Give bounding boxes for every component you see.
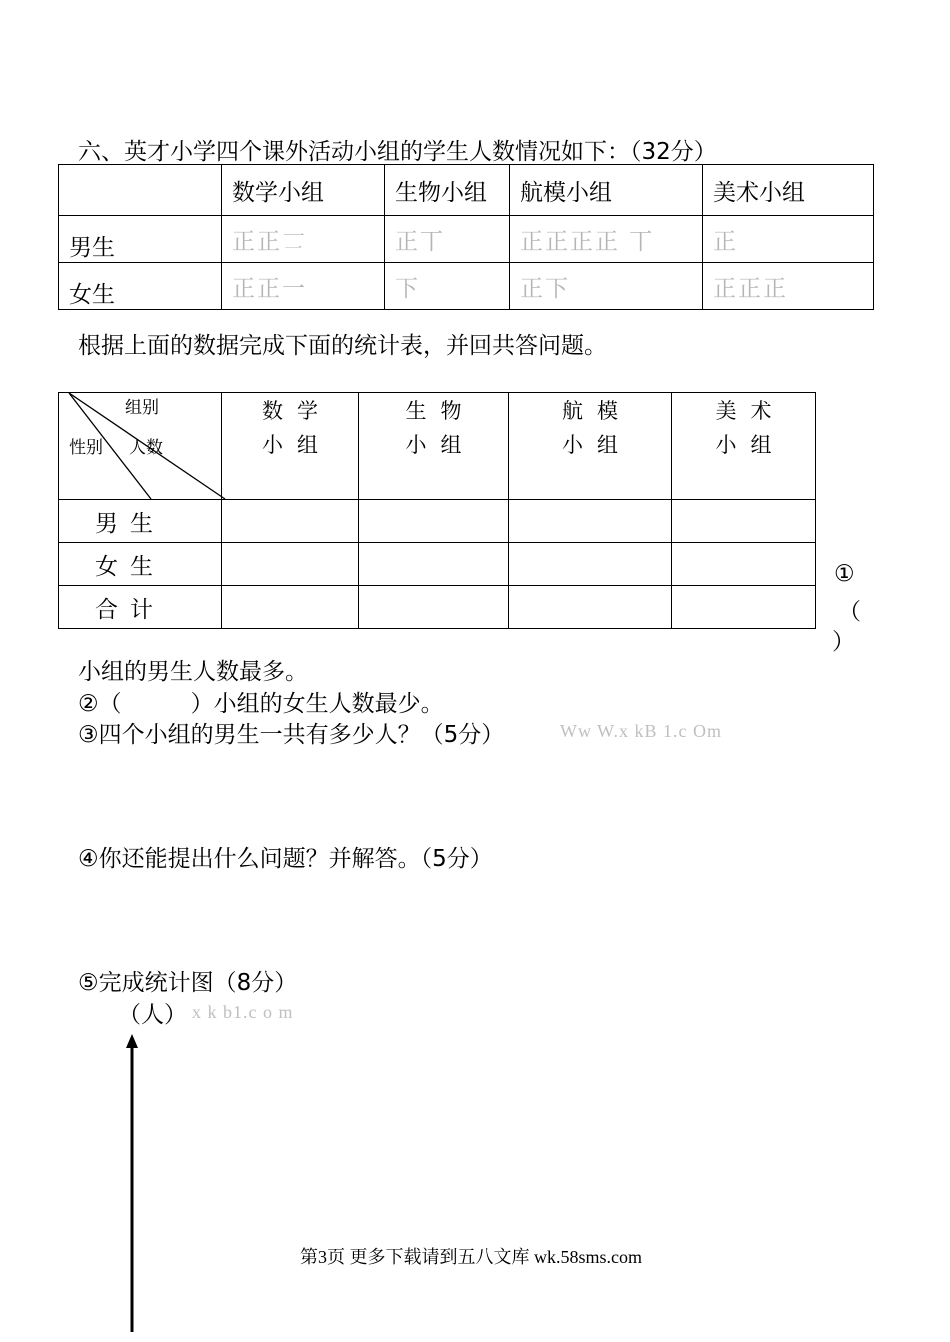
corner-label-group: 组别 (125, 398, 159, 418)
paren-open: （ (838, 599, 861, 625)
table-header: 生物小组 (385, 165, 510, 216)
answer-cell[interactable] (672, 586, 816, 629)
answer-cell[interactable] (222, 500, 359, 543)
tally-cell: 正正一 (222, 263, 385, 310)
watermark-text: x k b1.c o m (192, 1002, 294, 1022)
answer-cell[interactable] (359, 586, 509, 629)
tally-cell: 下 (385, 263, 510, 310)
table-row (59, 586, 816, 629)
diagonal-header-cell (59, 393, 222, 500)
table-row (59, 393, 816, 500)
row-label: 男生 (59, 500, 222, 543)
paren-close: ） (832, 629, 855, 655)
row-label: 女生 (59, 263, 222, 310)
tally-cell: 正正正正 丅 (510, 216, 703, 263)
table-header: 数学小组 (222, 165, 385, 216)
table-row (59, 165, 874, 216)
tally-table (58, 164, 874, 310)
question-2-text: ②（ ）小组的女生人数最少。 (78, 691, 444, 717)
question-1-text: 小组的男生人数最多。 (78, 659, 308, 685)
question-number-1: ① (834, 561, 855, 587)
section-title: 六、英才小学四个课外活动小组的学生人数情况如下：（32分） (78, 139, 717, 165)
table-row (59, 543, 816, 586)
row-label: 女生 (59, 543, 222, 586)
table-cell (59, 165, 222, 216)
table-header: 美术小组 (703, 165, 874, 216)
page-footer: 第3页 更多下载请到五八文库 wk.58sms.com (300, 1247, 642, 1267)
table-row (59, 216, 874, 263)
answer-cell[interactable] (359, 500, 509, 543)
answer-cell[interactable] (672, 543, 816, 586)
tally-cell: 正下 (510, 263, 703, 310)
row-label: 男生 (59, 216, 222, 263)
instruction-text: 根据上面的数据完成下面的统计表，并回共答问题。 (78, 333, 607, 359)
corner-label-gender: 性别 (69, 438, 103, 458)
watermark-text: Ww W.x kB 1.c Om (560, 721, 722, 741)
question-5-text: ⑤完成统计图（8分） (78, 970, 298, 996)
table-header: 航模小组 (510, 165, 703, 216)
axis-unit-label: （人） (118, 1002, 187, 1028)
answer-cell[interactable] (222, 543, 359, 586)
y-axis-arrow (120, 1032, 144, 1337)
tally-cell: 正正𠄟 (222, 216, 385, 263)
table-header: 美术 小组 (672, 393, 816, 500)
question-3-text: ③四个小组的男生一共有多少人？（5分） (78, 722, 505, 748)
table-header: 生物 小组 (359, 393, 509, 500)
table-row (59, 500, 816, 543)
answer-cell[interactable] (672, 500, 816, 543)
tally-cell: 正正正 (703, 263, 874, 310)
answer-cell[interactable] (509, 500, 672, 543)
table-header: 航模 小组 (509, 393, 672, 500)
tally-cell: 正丅 (385, 216, 510, 263)
tally-cell: 正 (703, 216, 874, 263)
table-header: 数学 小组 (222, 393, 359, 500)
row-label: 合计 (59, 586, 222, 629)
answer-cell[interactable] (509, 586, 672, 629)
stats-table (58, 392, 816, 629)
answer-cell[interactable] (222, 586, 359, 629)
question-4-text: ④你还能提出什么问题？并解答。（5分） (78, 846, 493, 872)
answer-cell[interactable] (509, 543, 672, 586)
corner-label-count: 人数 (129, 438, 163, 458)
answer-cell[interactable] (359, 543, 509, 586)
table-row (59, 263, 874, 310)
